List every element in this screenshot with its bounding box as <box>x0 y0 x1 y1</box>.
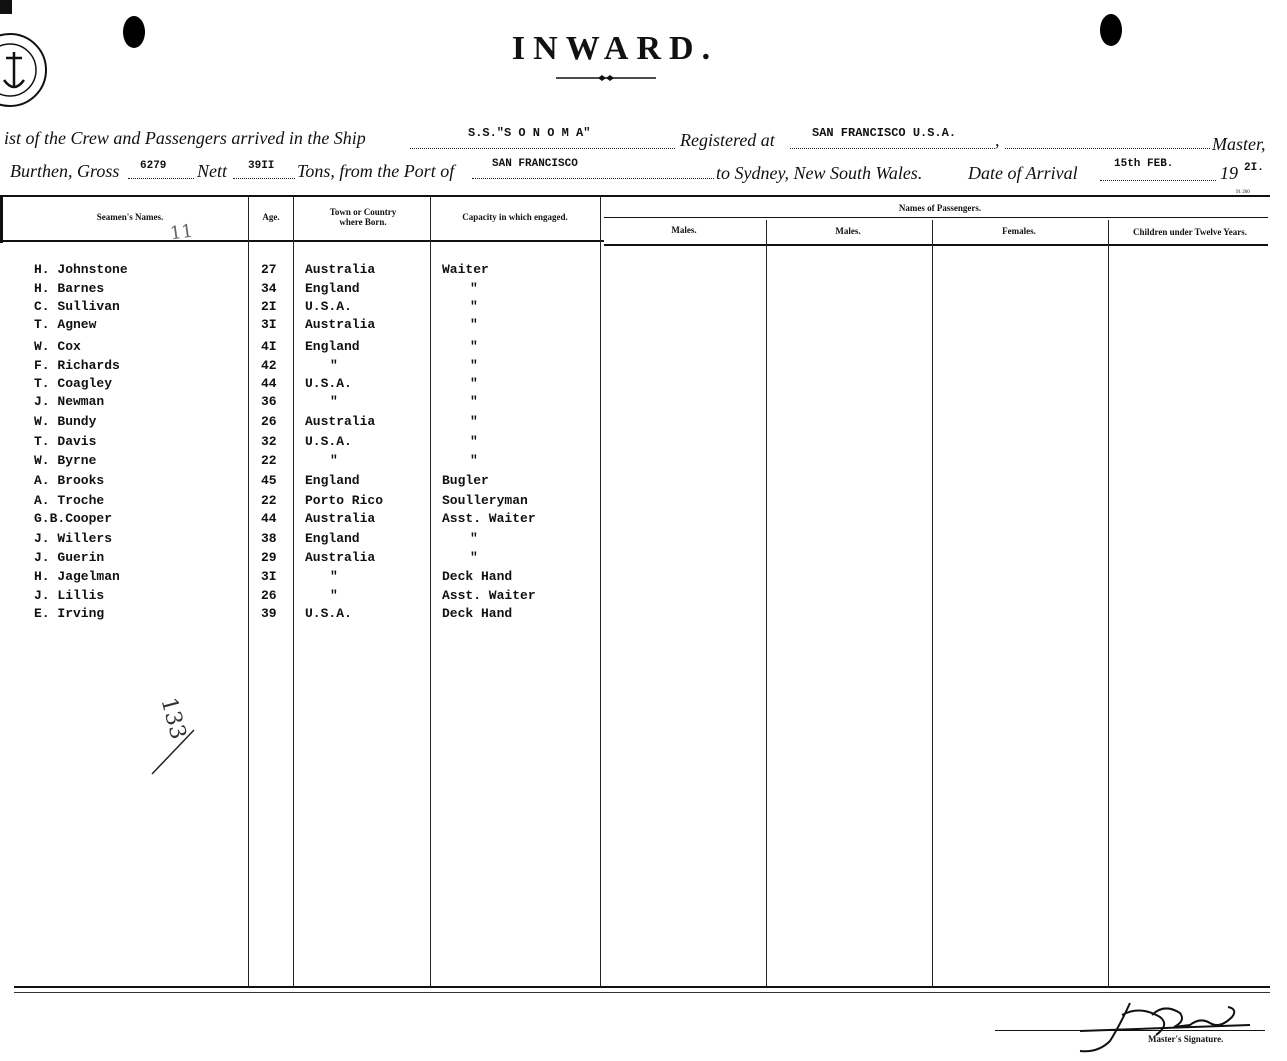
crew-name: G.B.Cooper <box>34 511 113 526</box>
crew-born: " <box>330 569 338 584</box>
crew-born: U.S.A. <box>305 376 352 391</box>
port-field-line <box>472 178 714 179</box>
crew-age: 34 <box>261 281 277 296</box>
form-code: 91 260 <box>1236 190 1250 195</box>
form-line1-prefix: ist of the Crew and Passengers arrived in the Ship <box>4 128 366 148</box>
crew-name: E. Irving <box>34 606 105 621</box>
crew-capacity: Deck Hand <box>442 569 513 584</box>
crew-born: Australia <box>305 550 376 565</box>
crew-capacity: " <box>470 434 478 449</box>
crew-age: 44 <box>261 376 277 391</box>
crew-row <box>0 434 620 452</box>
crew-name: T. Davis <box>34 434 97 449</box>
crew-born: England <box>305 339 360 354</box>
crew-capacity: " <box>470 453 478 468</box>
header-rule-right <box>604 244 1268 246</box>
crew-row <box>0 317 620 335</box>
tons-label: Tons, from the Port of <box>297 161 455 181</box>
crew-row <box>0 531 620 549</box>
crew-row <box>0 339 620 357</box>
col-header-passengers: Names of Passengers. <box>898 203 982 213</box>
col-header-children: Children under Twelve Years. <box>1132 227 1247 237</box>
crew-age: 2I <box>261 299 277 314</box>
col-rule-males2 <box>766 220 767 986</box>
col-header-capacity: Capacity in which engaged. <box>462 212 568 222</box>
crew-capacity: " <box>470 414 478 429</box>
crew-name: T. Agnew <box>34 317 97 332</box>
crew-age: 4I <box>261 339 277 354</box>
crew-born: " <box>330 358 338 373</box>
punch-hole-right <box>1100 14 1122 46</box>
crew-capacity: Deck Hand <box>442 606 513 621</box>
crew-capacity: " <box>470 531 478 546</box>
crew-age: 26 <box>261 588 277 603</box>
crew-name: H. Johnstone <box>34 262 128 277</box>
col-rule-children <box>1108 220 1109 986</box>
master-label: Master, <box>1212 134 1266 154</box>
crew-born: Australia <box>305 317 376 332</box>
date-label: Date of Arrival <box>968 163 1078 183</box>
crew-name: J. Guerin <box>34 550 105 565</box>
crew-born: " <box>330 588 338 603</box>
crew-capacity: Waiter <box>442 262 489 277</box>
nett-field-line <box>233 178 295 179</box>
col-rule-females <box>932 220 933 986</box>
crew-row <box>0 262 620 280</box>
crew-age: 22 <box>261 493 277 508</box>
title-ornament <box>556 73 656 83</box>
crew-capacity: Bugler <box>442 473 489 488</box>
crew-capacity: Asst. Waiter <box>442 588 536 603</box>
master-field-line <box>1005 148 1210 149</box>
crew-row <box>0 376 620 394</box>
col-header-age: Age. <box>262 212 280 222</box>
crew-age: 39 <box>261 606 277 621</box>
year-suffix: 2I. <box>1244 162 1264 174</box>
year-prefix: 19 <box>1220 163 1238 183</box>
crew-capacity: " <box>470 358 478 373</box>
page-title: INWARD. <box>511 30 719 67</box>
crew-row <box>0 588 620 606</box>
crew-born: " <box>330 453 338 468</box>
crew-capacity: " <box>470 281 478 296</box>
signature-label: Master's Signature. <box>1148 1034 1224 1044</box>
handwritten-mark: 11 <box>168 220 195 245</box>
crew-name: W. Cox <box>34 339 81 354</box>
crew-capacity: " <box>470 376 478 391</box>
crew-row <box>0 358 620 376</box>
crew-age: 42 <box>261 358 277 373</box>
table-bottom-rule <box>14 986 1270 988</box>
crew-name: T. Coagley <box>34 376 113 391</box>
punch-hole-left <box>123 16 145 48</box>
crew-born: Australia <box>305 262 376 277</box>
arrival-date: 15th FEB. <box>1114 158 1174 170</box>
registered-field-line <box>790 148 995 149</box>
crew-row <box>0 281 620 299</box>
crew-row <box>0 493 620 511</box>
gross-value: 6279 <box>140 160 167 172</box>
passengers-rule <box>604 217 1268 218</box>
crew-born: Australia <box>305 511 376 526</box>
crew-age: 22 <box>261 453 277 468</box>
crew-name: W. Bundy <box>34 414 97 429</box>
crew-born: " <box>330 394 338 409</box>
signature-text <box>1120 1008 1125 1009</box>
crew-age: 3I <box>261 569 277 584</box>
crew-name: J. Lillis <box>34 588 105 603</box>
crew-born: Porto Rico <box>305 493 384 508</box>
crew-age: 26 <box>261 414 277 429</box>
crew-born: England <box>305 281 360 296</box>
margin-slash <box>148 726 198 778</box>
crew-born: England <box>305 531 360 546</box>
header-rule-left <box>0 240 604 242</box>
crew-row <box>0 394 620 412</box>
ship-name: S.S."S O N O M A" <box>468 126 591 140</box>
nett-value: 39II <box>248 160 275 172</box>
crew-age: 36 <box>261 394 277 409</box>
crew-born: U.S.A. <box>305 606 352 621</box>
signature-rule <box>995 1030 1265 1031</box>
crew-age: 32 <box>261 434 277 449</box>
registered-at: SAN FRANCISCO U.S.A. <box>812 126 957 140</box>
crew-name: J. Willers <box>34 531 113 546</box>
registered-label: Registered at <box>680 130 775 150</box>
nett-label: Nett <box>197 161 227 181</box>
table-left-rule <box>0 195 3 243</box>
col-header-names: Seamen's Names. <box>96 212 164 222</box>
crew-row <box>0 606 620 624</box>
crew-capacity: Soulleryman <box>442 493 528 508</box>
crew-row <box>0 511 620 529</box>
crew-born: England <box>305 473 360 488</box>
table-top-rule <box>0 195 1270 197</box>
margin-number: 133 <box>155 694 191 743</box>
crew-name: A. Brooks <box>34 473 105 488</box>
crew-name: H. Barnes <box>34 281 105 296</box>
col-header-females: Females. <box>1002 226 1036 236</box>
date-field-line <box>1100 180 1216 181</box>
gross-field-line <box>128 178 194 179</box>
to-sydney-label: to Sydney, New South Wales. <box>716 163 923 183</box>
crew-capacity: " <box>470 339 478 354</box>
crew-capacity: Asst. Waiter <box>442 511 536 526</box>
crew-born: U.S.A. <box>305 434 352 449</box>
crew-name: C. Sullivan <box>34 299 120 314</box>
crew-name: W. Byrne <box>34 453 97 468</box>
crew-age: 38 <box>261 531 277 546</box>
burthen-label: Burthen, Gross <box>10 161 120 181</box>
crew-born: U.S.A. <box>305 299 352 314</box>
crew-name: F. Richards <box>34 358 120 373</box>
crew-name: A. Troche <box>34 493 105 508</box>
crew-name: J. Newman <box>34 394 105 409</box>
stamp-seal-icon <box>0 0 50 115</box>
crew-capacity: " <box>470 394 478 409</box>
crew-row <box>0 453 620 471</box>
crew-capacity: " <box>470 550 478 565</box>
crew-age: 27 <box>261 262 277 277</box>
table-bottom-rule-thin <box>14 992 1270 993</box>
crew-capacity: " <box>470 317 478 332</box>
crew-age: 3I <box>261 317 277 332</box>
crew-age: 45 <box>261 473 277 488</box>
col-header-born: Town or Country where Born. <box>329 207 397 227</box>
crew-row <box>0 569 620 587</box>
col-header-males-1: Males. <box>671 225 697 235</box>
master-signature <box>1060 995 1260 1057</box>
registered-comma: , <box>995 130 1000 150</box>
crew-age: 29 <box>261 550 277 565</box>
crew-name: H. Jagelman <box>34 569 120 584</box>
crew-row <box>0 414 620 432</box>
crew-row <box>0 299 620 317</box>
crew-age: 44 <box>261 511 277 526</box>
ship-field-line <box>410 148 675 149</box>
crew-capacity: " <box>470 299 478 314</box>
crew-row <box>0 473 620 491</box>
col-header-males-2: Males. <box>835 226 861 236</box>
port-value: SAN FRANCISCO <box>492 158 578 170</box>
crew-row <box>0 550 620 568</box>
crew-born: Australia <box>305 414 376 429</box>
